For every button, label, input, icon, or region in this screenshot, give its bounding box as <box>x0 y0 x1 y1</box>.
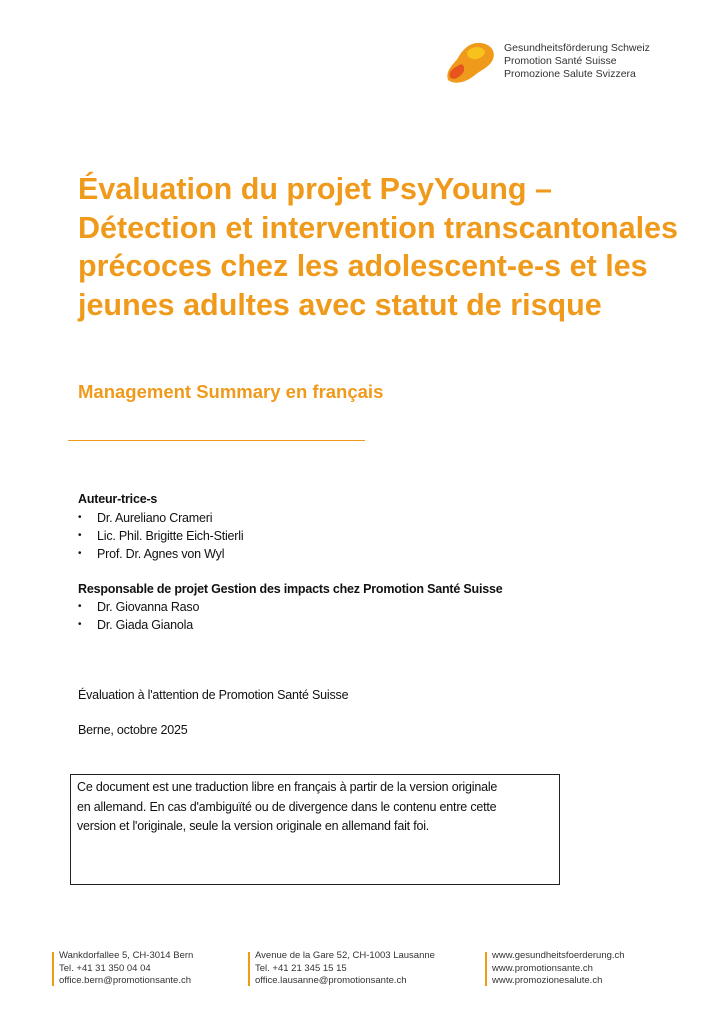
notice-line: version et l'originale, seule la version originale en allemand fait foi. <box>77 819 430 833</box>
footer-divider <box>485 952 487 986</box>
footer-email-link[interactable]: office.lausanne@promotionsante.ch <box>255 975 407 986</box>
author-item: • Lic. Phil. Brigitte Eich-Stierli <box>78 527 243 545</box>
manager-item: • Dr. Giada Gianola <box>78 616 199 634</box>
footer-phone: Tel. +41 31 350 04 04 <box>59 962 151 974</box>
manager-item: • Dr. Giovanna Raso <box>78 598 199 616</box>
footer-divider <box>248 952 250 986</box>
managers-list <box>78 598 199 634</box>
logo-line-it: Promozione Salute Svizzera <box>504 68 636 80</box>
author-item: • Prof. Dr. Agnes von Wyl <box>78 545 243 563</box>
footer-address: Avenue de la Gare 52, CH-1003 Lausanne <box>255 950 435 961</box>
organization-logo <box>444 40 684 90</box>
footer-email-link[interactable]: office.bern@promotionsante.ch <box>59 975 191 986</box>
website-link[interactable]: www.gesundheitsfoerderung.ch <box>492 950 625 961</box>
translation-notice-box <box>70 774 560 885</box>
footer-phone: Tel. +41 21 345 15 15 <box>255 962 347 974</box>
managers-heading: Responsable de projet Gestion des impacts chez Promotion Santé Suisse <box>78 582 503 596</box>
footer-websites <box>485 950 625 988</box>
authors-heading: Auteur-trice-s <box>78 492 158 506</box>
logo-line-de: Gesundheitsförderung Schweiz <box>504 42 650 54</box>
title-divider <box>68 440 365 441</box>
logo-line-fr: Promotion Santé Suisse <box>504 55 617 67</box>
website-link[interactable]: www.promozionesalute.ch <box>492 975 603 986</box>
footer-divider <box>52 952 54 986</box>
website-link[interactable]: www.promotionsante.ch <box>492 962 593 974</box>
evaluation-note: Évaluation à l'attention de Promotion Santé Suisse <box>78 688 349 702</box>
place-date: Berne, octobre 2025 <box>78 723 188 737</box>
document-title: Évaluation du projet PsyYoung – Détection et intervention transcantonales précoces chez les adolescent-e-s et les jeunes adultes avec statut de risque <box>78 172 678 322</box>
notice-line: en allemand. En cas d'ambiguïté ou de divergence dans le contenu entre cette <box>77 799 497 814</box>
document-subtitle: Management Summary en français <box>78 381 384 402</box>
author-item: • Dr. Aureliano Crameri <box>78 509 243 527</box>
notice-line: Ce document est une traduction libre en français à partir de la version originale <box>77 780 498 794</box>
footer-address: Wankdorfallee 5, CH-3014 Bern <box>59 950 194 961</box>
footer-bern <box>52 950 193 988</box>
logo-mark-icon <box>444 40 500 86</box>
footer-lausanne <box>248 950 435 988</box>
authors-list <box>78 509 243 563</box>
